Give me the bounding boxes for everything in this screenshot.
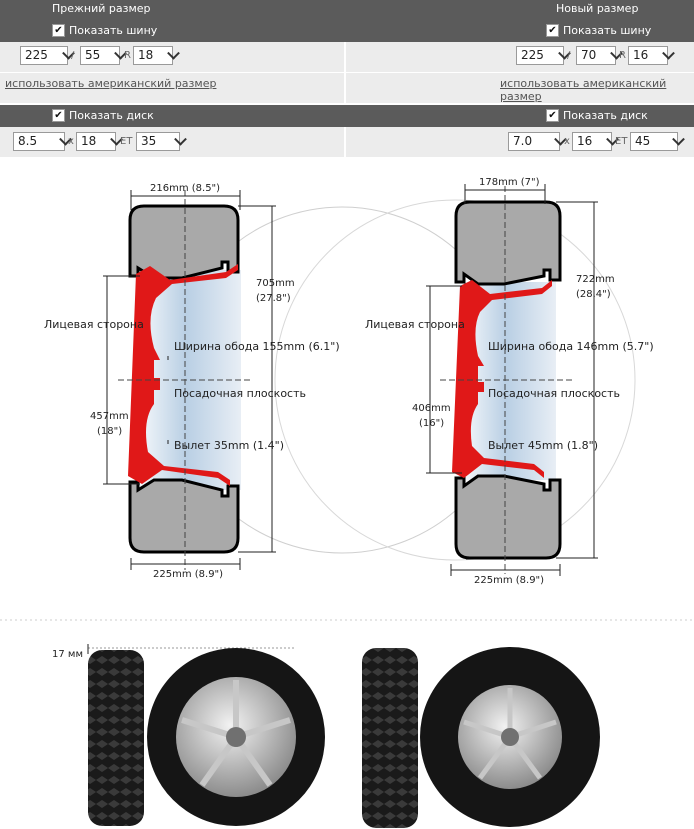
old-rim-diameter-select[interactable] [76,132,116,151]
new-show-disc-checkbox[interactable]: ✔ [546,109,559,122]
old-face-side-label: Лицевая сторона [44,318,144,331]
new-wheel-cross-section [440,186,575,574]
new-show-disc-toggle[interactable] [546,109,648,122]
new-rim-diameter-in: (16") [419,418,445,429]
old-tire-diameter-select[interactable] [133,46,173,65]
new-et-select[interactable] [630,132,678,151]
new-tire-top [456,202,560,284]
new-american-size-link[interactable]: использовать американский размер [500,77,667,103]
tire-photos [0,630,694,829]
new-tire-width-value: 225 [521,48,544,62]
new-rim-width-value: 7.0 [513,134,533,148]
old-offset-label: Вылет 35mm (1.4") [174,439,284,452]
old-tire-profile-select[interactable] [80,46,120,65]
new-face-side-label: Лицевая сторона [365,318,465,331]
old-tire-width-value: 225 [25,48,48,62]
new-rim-width-select[interactable] [508,132,560,151]
old-rim-width-label: Ширина обода 155mm (6.1") [174,340,340,353]
new-wheel-photo [420,647,600,827]
new-show-tire-checkbox[interactable]: ✔ [546,24,559,37]
new-tire-profile-value: 70 [581,48,597,62]
new-overall-diameter-in: (28.4") [576,289,611,300]
old-tire-profile-value: 55 [85,48,101,62]
old-tire-bottom [130,480,238,552]
new-show-tire-label: Показать шину [563,24,652,37]
old-et-label: ET [120,136,133,147]
old-show-disc-checkbox[interactable]: ✔ [52,109,65,122]
new-offset-label: Вылет 45mm (1.8") [488,439,598,452]
disc-size-row [0,127,694,157]
new-x-label: x [564,136,570,147]
old-rim-diameter-in: (18") [97,426,123,437]
old-tire-tread-view [88,650,144,826]
old-wheel-photo [147,648,325,826]
new-rim-diameter-select[interactable] [572,132,612,151]
new-slash: / [567,50,571,61]
old-et-select[interactable] [136,132,180,151]
new-rim-width-label: Ширина обода 146mm (5.7") [488,340,654,353]
new-tire-bottom [456,476,560,558]
new-rim-diameter-mm: 406mm [412,403,451,414]
old-show-disc-label: Показать диск [69,109,154,122]
new-tire-diameter-value: 16 [633,48,649,62]
old-tire-top [130,206,238,278]
old-show-disc-toggle[interactable] [52,109,154,122]
old-american-size-link[interactable]: использовать американский размер [5,77,217,90]
old-show-tire-toggle[interactable] [52,24,157,37]
new-rim-diameter-value: 16 [577,134,593,148]
old-mounting-plane-label: Посадочная плоскость [174,387,306,400]
new-overall-diameter-mm: 722mm [576,274,615,285]
old-wheel-cross-section [118,190,250,570]
old-size-title: Прежний размер [52,2,151,15]
new-rim-width-top-label: 178mm (7") [479,177,540,188]
new-tire-profile-select[interactable] [576,46,616,65]
tire-size-row [0,42,694,72]
old-et-value: 35 [141,134,157,148]
height-diff-label: 17 мм [52,649,83,660]
new-tire-width-bottom-label: 225mm (8.9") [474,575,545,586]
new-mounting-plane-label: Посадочная плоскость [488,387,620,400]
show-tire-bar [0,20,694,42]
old-overall-diameter-mm: 705mm [256,278,295,289]
column-divider [344,127,346,157]
old-tire-width-select[interactable] [20,46,68,65]
american-size-row [0,73,694,103]
new-tire-width-select[interactable] [516,46,564,65]
old-r-label: R [124,50,131,61]
old-slash: / [71,50,75,61]
tire-comparison-diagram [0,160,694,630]
new-et-value: 45 [635,134,651,148]
new-size-title: Новый размер [556,2,639,15]
new-r-label: R [619,50,626,61]
new-tire-tread-view [362,648,418,828]
old-rim-width-select[interactable] [13,132,65,151]
column-divider [344,42,346,72]
new-show-tire-toggle[interactable] [546,24,651,37]
old-rim-width-value: 8.5 [18,134,38,148]
old-x-label: x [68,136,74,147]
column-divider [344,73,346,103]
old-overall-diameter-in: (27.8") [256,293,291,304]
old-rim-diameter-value: 18 [81,134,97,148]
show-disc-bar [0,105,694,127]
tire-header-bar [0,0,694,20]
old-rim-diameter-mm: 457mm [90,411,129,422]
new-show-disc-label: Показать диск [563,109,648,122]
old-show-tire-checkbox[interactable]: ✔ [52,24,65,37]
new-et-label: ET [615,136,628,147]
old-tire-diameter-value: 18 [138,48,154,62]
old-tire-width-bottom-label: 225mm (8.9") [153,569,224,580]
old-rim-width-top-label: 216mm (8.5") [150,183,221,194]
old-show-tire-label: Показать шину [69,24,158,37]
new-tire-diameter-select[interactable] [628,46,668,65]
